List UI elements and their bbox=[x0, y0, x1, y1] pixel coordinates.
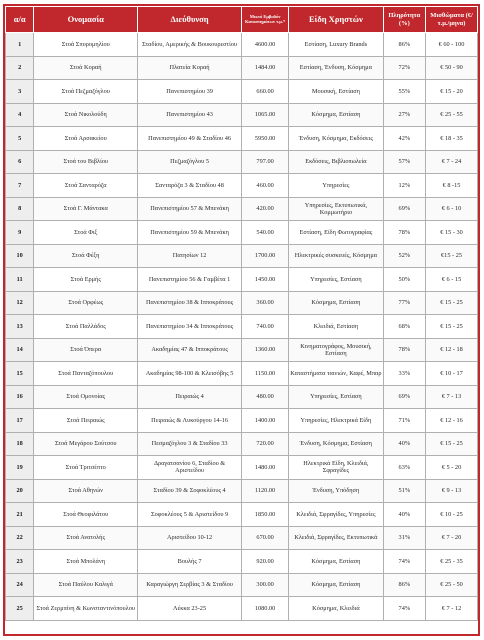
cell-area: 360.00 bbox=[242, 291, 289, 315]
cell-name: Στοά Μεγάρου Σούτσου bbox=[34, 432, 138, 456]
cell-rent: € 7 - 13 bbox=[426, 385, 478, 409]
cell-name: Στοά Όπερα bbox=[34, 338, 138, 362]
cell-uses: Υπηρεσίες, Εστίαση bbox=[289, 268, 383, 292]
cell-occupancy: 40% bbox=[383, 503, 425, 527]
cell-uses: Κόσμημα, Εστίαση bbox=[289, 103, 383, 127]
cell-area: 920.00 bbox=[242, 550, 289, 574]
cell-index: 18 bbox=[6, 432, 34, 456]
table-row bbox=[6, 268, 478, 292]
cell-name: Στοά Αρσακείου bbox=[34, 127, 138, 151]
cell-address: Βουλής 7 bbox=[138, 550, 242, 574]
cell-address: Σταδίου 39 & Σοφοκλέους 4 bbox=[138, 479, 242, 503]
cell-name: Στοά Νικολούδη bbox=[34, 103, 138, 127]
cell-uses: Ηλεκτρικές συσκευές, Κόσμημα bbox=[289, 244, 383, 268]
cell-occupancy: 74% bbox=[383, 550, 425, 574]
cell-uses: Κόσμημα, Εστίαση bbox=[289, 291, 383, 315]
cell-occupancy: 78% bbox=[383, 338, 425, 362]
header-occupancy: Πληρότητα (%) bbox=[383, 7, 425, 33]
cell-address: Ακαδημίας 47 & Ιπποκράτους bbox=[138, 338, 242, 362]
cell-name: Στοά Κοραή bbox=[34, 56, 138, 80]
cell-rent: € 60 - 100 bbox=[426, 33, 478, 57]
cell-uses: Κόσμημα, Εστίαση bbox=[289, 573, 383, 597]
cell-name: Στοά Πεζμαζόγλου bbox=[34, 80, 138, 104]
cell-area: 670.00 bbox=[242, 526, 289, 550]
cell-address: Πανεπιστημίου 38 & Ιπποκράτους bbox=[138, 291, 242, 315]
cell-uses: Υπηρεσίες, Εκτυπωτικά, Κομμωτήριο bbox=[289, 197, 383, 221]
cell-uses: Κόσμημα, Εστίαση bbox=[289, 550, 383, 574]
cell-area: 720.00 bbox=[242, 432, 289, 456]
cell-area: 480.00 bbox=[242, 385, 289, 409]
cell-index: 8 bbox=[6, 197, 34, 221]
cell-occupancy: 40% bbox=[383, 432, 425, 456]
table-row bbox=[6, 127, 478, 151]
cell-area: 1480.00 bbox=[242, 456, 289, 480]
cell-occupancy: 72% bbox=[383, 56, 425, 80]
table-row bbox=[6, 526, 478, 550]
cell-address: Πειραιώς & Λυκούργου 14-16 bbox=[138, 409, 242, 433]
cell-rent: € 7 - 12 bbox=[426, 597, 478, 621]
cell-address: Σανταρόζα 3 & Σταδίου 48 bbox=[138, 174, 242, 198]
cell-address: Πανεπιστημίου 39 bbox=[138, 80, 242, 104]
table-row bbox=[6, 503, 478, 527]
cell-occupancy: 52% bbox=[383, 244, 425, 268]
cell-rent: € 12 - 16 bbox=[426, 409, 478, 433]
cell-uses: Κλειδιά, Σφραγίδες, Υπηρεσίες bbox=[289, 503, 383, 527]
cell-area: 1700.00 bbox=[242, 244, 289, 268]
cell-area: 1080.00 bbox=[242, 597, 289, 621]
cell-index: 9 bbox=[6, 221, 34, 245]
cell-index: 15 bbox=[6, 362, 34, 386]
cell-index: 7 bbox=[6, 174, 34, 198]
cell-index: 23 bbox=[6, 550, 34, 574]
cell-area: 1400.00 bbox=[242, 409, 289, 433]
table-row bbox=[6, 315, 478, 339]
cell-address: Ακαδημίας 98-100 & Κλεισόβης 5 bbox=[138, 362, 242, 386]
stoa-table bbox=[5, 6, 478, 621]
cell-rent: € 50 - 90 bbox=[426, 56, 478, 80]
header-row bbox=[6, 7, 478, 33]
table-row bbox=[6, 197, 478, 221]
cell-occupancy: 12% bbox=[383, 174, 425, 198]
cell-address: Πλατεία Κοραή bbox=[138, 56, 242, 80]
cell-rent: € 15 - 25 bbox=[426, 291, 478, 315]
header-uses: Είδη Χρηστών bbox=[289, 7, 383, 33]
cell-rent: € 15 - 30 bbox=[426, 221, 478, 245]
cell-rent: € 25 - 55 bbox=[426, 103, 478, 127]
table-row bbox=[6, 244, 478, 268]
cell-area: 460.00 bbox=[242, 174, 289, 198]
cell-rent: € 15 - 25 bbox=[426, 432, 478, 456]
cell-area: 5950.00 bbox=[242, 127, 289, 151]
cell-name: Στοά Παλλάδος bbox=[34, 315, 138, 339]
cell-rent: € 25 - 50 bbox=[426, 573, 478, 597]
cell-uses: Ένδυση, Κόσμημα, Εστίαση bbox=[289, 432, 383, 456]
table-row bbox=[6, 150, 478, 174]
cell-uses: Κλειδιά, Σφραγίδες, Εκτυπωτικά bbox=[289, 526, 383, 550]
cell-index: 24 bbox=[6, 573, 34, 597]
cell-area: 1150.00 bbox=[242, 362, 289, 386]
cell-rent: € 7 - 20 bbox=[426, 526, 478, 550]
cell-address: Πανεπιστημίου 49 & Σταδίου 46 bbox=[138, 127, 242, 151]
cell-index: 13 bbox=[6, 315, 34, 339]
cell-index: 11 bbox=[6, 268, 34, 292]
cell-area: 797.00 bbox=[242, 150, 289, 174]
cell-rent: € 8 -15 bbox=[426, 174, 478, 198]
cell-area: 740.00 bbox=[242, 315, 289, 339]
cell-address: Πανεπιστημίου 43 bbox=[138, 103, 242, 127]
cell-uses: Υπηρεσίες, Ηλεκτρικά Είδη bbox=[289, 409, 383, 433]
cell-uses: Κινηματογράφος, Μουσική, Εστίαση bbox=[289, 338, 383, 362]
cell-occupancy: 63% bbox=[383, 456, 425, 480]
table-row bbox=[6, 432, 478, 456]
cell-address: Πατησίων 12 bbox=[138, 244, 242, 268]
data-table-frame bbox=[3, 4, 480, 636]
cell-area: 1484.00 bbox=[242, 56, 289, 80]
cell-occupancy: 57% bbox=[383, 150, 425, 174]
cell-name: Στοά Φιξ bbox=[34, 221, 138, 245]
cell-occupancy: 27% bbox=[383, 103, 425, 127]
cell-address: Αριστείδου 10-12 bbox=[138, 526, 242, 550]
cell-name: Στοά Ερμής bbox=[34, 268, 138, 292]
cell-name: Στοά Ομονοίας bbox=[34, 385, 138, 409]
cell-name: Στοά Ζερμπίνη & Κωνσταντινόπουλου bbox=[34, 597, 138, 621]
cell-name: Στοά Πανταζόπουλου bbox=[34, 362, 138, 386]
cell-rent: € 18 - 35 bbox=[426, 127, 478, 151]
cell-uses: Εστίαση, Είδη Φωτογραφίας bbox=[289, 221, 383, 245]
cell-index: 5 bbox=[6, 127, 34, 151]
cell-occupancy: 77% bbox=[383, 291, 425, 315]
header-index: α/α bbox=[6, 7, 34, 33]
header-name: Ονομασία bbox=[34, 7, 138, 33]
cell-rent: € 15 - 20 bbox=[426, 80, 478, 104]
cell-rent: € 5 - 20 bbox=[426, 456, 478, 480]
table-row bbox=[6, 550, 478, 574]
cell-index: 3 bbox=[6, 80, 34, 104]
cell-index: 19 bbox=[6, 456, 34, 480]
cell-occupancy: 86% bbox=[383, 573, 425, 597]
cell-area: 1065.00 bbox=[242, 103, 289, 127]
cell-uses: Εστίαση, Ένδυση, Κόσμημα bbox=[289, 56, 383, 80]
table-row bbox=[6, 385, 478, 409]
cell-occupancy: 78% bbox=[383, 221, 425, 245]
cell-name: Στοά Ορφέως bbox=[34, 291, 138, 315]
cell-address: Σταδίου, Αμερικής & Βουκουρεστίου bbox=[138, 33, 242, 57]
cell-index: 16 bbox=[6, 385, 34, 409]
cell-address: Πανεπιστημίου 56 & Γαμβέτα 1 bbox=[138, 268, 242, 292]
cell-address: Σοφοκλέους 5 & Αριστείδου 9 bbox=[138, 503, 242, 527]
cell-index: 17 bbox=[6, 409, 34, 433]
cell-index: 4 bbox=[6, 103, 34, 127]
cell-name: Στοά Γ. Μάντακα bbox=[34, 197, 138, 221]
cell-address: Πειραιώς 4 bbox=[138, 385, 242, 409]
cell-rent: € 9 - 13 bbox=[426, 479, 478, 503]
table-row bbox=[6, 456, 478, 480]
cell-address: Πανεπιστημίου 57 & Μπενάκη bbox=[138, 197, 242, 221]
cell-uses: Ένδυση, Κόσμημα, Εκδόσεις bbox=[289, 127, 383, 151]
cell-uses: Κόσμημα, Κλειδιά bbox=[289, 597, 383, 621]
cell-index: 6 bbox=[6, 150, 34, 174]
cell-occupancy: 33% bbox=[383, 362, 425, 386]
cell-name: Στοά Ανατολής bbox=[34, 526, 138, 550]
cell-occupancy: 74% bbox=[383, 597, 425, 621]
cell-rent: € 10 - 25 bbox=[426, 503, 478, 527]
cell-address: Πανεπιστημίου 59 & Μπενάκη bbox=[138, 221, 242, 245]
cell-name: Στοά Τριτσέπτο bbox=[34, 456, 138, 480]
cell-name: Στοά Σπυρομηλίου bbox=[34, 33, 138, 57]
cell-name: Στοά Μπολάνη bbox=[34, 550, 138, 574]
table-row bbox=[6, 409, 478, 433]
table-row bbox=[6, 80, 478, 104]
cell-area: 540.00 bbox=[242, 221, 289, 245]
cell-area: 420.00 bbox=[242, 197, 289, 221]
table-row bbox=[6, 33, 478, 57]
cell-area: 660.00 bbox=[242, 80, 289, 104]
cell-address: Καραγιώργη Σερβίας 3 & Σταδίου bbox=[138, 573, 242, 597]
header-rent: Μισθώματα (€/τ.μ./μηνα) bbox=[426, 7, 478, 33]
cell-occupancy: 31% bbox=[383, 526, 425, 550]
cell-occupancy: 86% bbox=[383, 33, 425, 57]
cell-occupancy: 69% bbox=[383, 197, 425, 221]
table-row bbox=[6, 573, 478, 597]
table-row bbox=[6, 338, 478, 362]
cell-name: Στοά Πειραιώς bbox=[34, 409, 138, 433]
cell-area: 1450.00 bbox=[242, 268, 289, 292]
cell-index: 1 bbox=[6, 33, 34, 57]
cell-occupancy: 68% bbox=[383, 315, 425, 339]
cell-area: 300.00 bbox=[242, 573, 289, 597]
cell-area: 1120.00 bbox=[242, 479, 289, 503]
cell-name: Στοά Αθηνών bbox=[34, 479, 138, 503]
cell-area: 1850.00 bbox=[242, 503, 289, 527]
cell-rent: € 7 - 24 bbox=[426, 150, 478, 174]
cell-rent: € 25 - 35 bbox=[426, 550, 478, 574]
cell-occupancy: 50% bbox=[383, 268, 425, 292]
cell-address: Πανεπιστημίου 34 & Ιπποκράτους bbox=[138, 315, 242, 339]
cell-uses: Υπηρεσίες, Εστίαση bbox=[289, 385, 383, 409]
table-row bbox=[6, 174, 478, 198]
cell-index: 22 bbox=[6, 526, 34, 550]
table-row bbox=[6, 362, 478, 386]
cell-index: 20 bbox=[6, 479, 34, 503]
cell-address: Λέκκα 23-25 bbox=[138, 597, 242, 621]
cell-address: Πεσμαζόγλου 3 & Σταδίου 33 bbox=[138, 432, 242, 456]
cell-rent: € 15 - 25 bbox=[426, 315, 478, 339]
cell-rent: €15 - 25 bbox=[426, 244, 478, 268]
cell-name: Στοά Σανταρόζα bbox=[34, 174, 138, 198]
cell-area: 1360.00 bbox=[242, 338, 289, 362]
cell-rent: € 6 - 10 bbox=[426, 197, 478, 221]
header-address: Διεύθυνση bbox=[138, 7, 242, 33]
cell-uses: Ένδυση, Υπόδηση bbox=[289, 479, 383, 503]
cell-occupancy: 71% bbox=[383, 409, 425, 433]
cell-uses: Υπηρεσίες bbox=[289, 174, 383, 198]
cell-address: Πεζμαζόγλου 5 bbox=[138, 150, 242, 174]
cell-rent: € 10 - 17 bbox=[426, 362, 478, 386]
cell-occupancy: 51% bbox=[383, 479, 425, 503]
cell-name: Στοά Φέξη bbox=[34, 244, 138, 268]
cell-area: 4600.00 bbox=[242, 33, 289, 57]
cell-uses: Κλειδιά, Εστίαση bbox=[289, 315, 383, 339]
cell-uses: Εστίαση, Luxury Brands bbox=[289, 33, 383, 57]
cell-index: 25 bbox=[6, 597, 34, 621]
table-row bbox=[6, 103, 478, 127]
cell-index: 10 bbox=[6, 244, 34, 268]
cell-index: 12 bbox=[6, 291, 34, 315]
table-row bbox=[6, 597, 478, 621]
table-row bbox=[6, 56, 478, 80]
header-area: Μικτό Εμβαδόν Καταστημάτων τ.μ.* bbox=[242, 7, 289, 33]
cell-address: Δραγατσανίου 6, Σταδίου & Αριστείδου bbox=[138, 456, 242, 480]
cell-uses: Καταστήματα ταινιών, Καφέ, Μπαρ bbox=[289, 362, 383, 386]
cell-occupancy: 69% bbox=[383, 385, 425, 409]
cell-index: 14 bbox=[6, 338, 34, 362]
cell-index: 2 bbox=[6, 56, 34, 80]
cell-name: Στοά του Βιβλίου bbox=[34, 150, 138, 174]
cell-name: Στοά Παύλου Καλιγά bbox=[34, 573, 138, 597]
table-row bbox=[6, 221, 478, 245]
table-row bbox=[6, 479, 478, 503]
cell-rent: € 12 - 18 bbox=[426, 338, 478, 362]
cell-index: 21 bbox=[6, 503, 34, 527]
table-row bbox=[6, 291, 478, 315]
cell-occupancy: 55% bbox=[383, 80, 425, 104]
cell-rent: € 6 - 15 bbox=[426, 268, 478, 292]
cell-name: Στοά Θεοφιλάτου bbox=[34, 503, 138, 527]
cell-uses: Ηλεκτρικά Είδη, Κλειδιά, Σφραγίδες bbox=[289, 456, 383, 480]
cell-occupancy: 42% bbox=[383, 127, 425, 151]
cell-uses: Μουσική, Εστίαση bbox=[289, 80, 383, 104]
cell-uses: Εκδόσεις, Βιβλιοπωλεία bbox=[289, 150, 383, 174]
